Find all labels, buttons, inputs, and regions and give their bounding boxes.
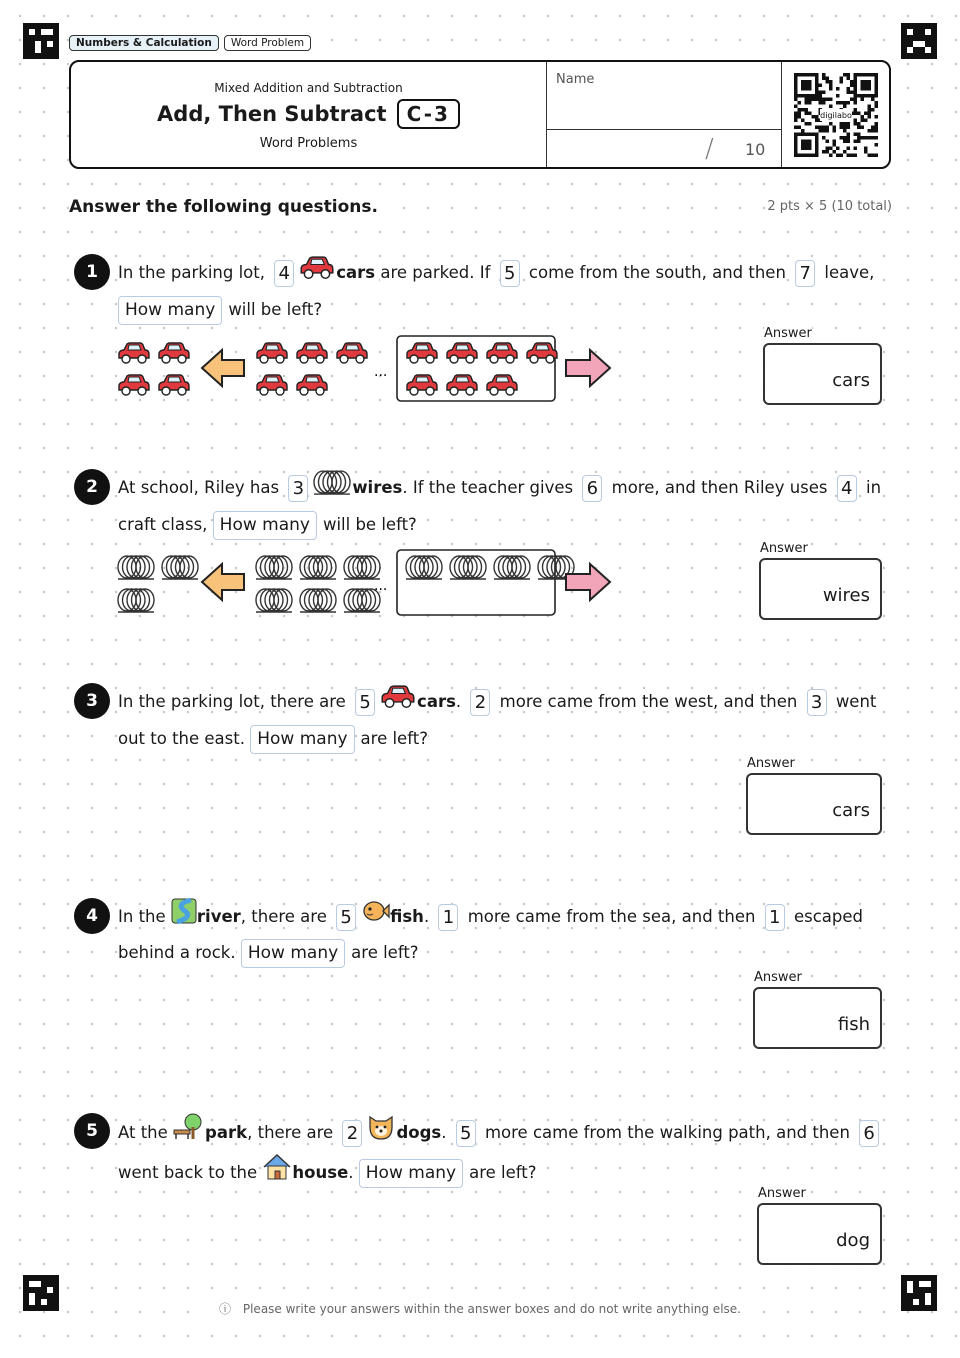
illus-item (119, 375, 149, 395)
illus-item (159, 375, 189, 395)
illus-item (337, 343, 367, 363)
illus-item (119, 343, 149, 363)
illus-item (344, 556, 380, 579)
illus-item (300, 556, 336, 579)
corner-marker-top-right (901, 23, 937, 59)
number-box: 2 (470, 689, 490, 716)
qr-code-icon (794, 73, 878, 157)
q2-illustration (116, 548, 616, 620)
dog-icon (366, 1113, 396, 1153)
illus-item (297, 375, 327, 395)
question-text: In the parking lot, 4 cars are parked. If 5 come from the south, and then 7 leave, How many will be left? (118, 254, 888, 327)
corner-marker-top-left (23, 23, 59, 59)
arrow-right-icon (566, 350, 610, 386)
question-number: 1 (74, 254, 110, 290)
q1-illustration (116, 334, 616, 406)
tag-type: Word Problem (224, 35, 311, 51)
name-field[interactable] (547, 62, 781, 130)
worksheet-caption: Word Problems (259, 136, 358, 151)
info-icon: ⓘ (215, 1302, 235, 1316)
park-icon (173, 1113, 205, 1153)
answer-label: Answer (747, 756, 795, 771)
fish-icon (360, 898, 390, 936)
answer-unit: dog (836, 1230, 870, 1251)
ellipsis: ... (374, 364, 388, 380)
points-info: 2 pts × 5 (10 total) (767, 199, 892, 214)
number-box: 3 (288, 475, 308, 502)
arrow-right-icon (566, 564, 610, 600)
illus-item (256, 556, 292, 579)
illus-item (256, 589, 292, 612)
illus-item (118, 589, 154, 612)
how-many-box: How many (359, 1159, 463, 1188)
tag-category: Numbers & Calculation (69, 35, 219, 51)
number-box: 1 (765, 904, 785, 931)
car-icon (298, 254, 336, 293)
number-box: 7 (795, 260, 815, 287)
score-slash: / (705, 134, 714, 164)
svg-text:digilabo: digilabo (820, 111, 852, 120)
illus-item (162, 556, 198, 579)
how-many-box: How many (250, 725, 354, 754)
illus-item (118, 556, 154, 579)
title-block (71, 62, 546, 167)
house-icon (262, 1153, 292, 1193)
answer-box-5[interactable] (757, 1203, 882, 1265)
number-box: 5 (336, 904, 356, 931)
number-box: 4 (274, 260, 294, 287)
arrow-left-icon (202, 564, 244, 600)
number-box: 4 (837, 475, 857, 502)
number-box: 3 (807, 689, 827, 716)
level-code: C-3 (397, 99, 460, 129)
question-number: 2 (74, 469, 110, 505)
footer-text: Please write your answers within the answer boxes and do not write anything else. (239, 1302, 745, 1316)
answer-box-1[interactable] (763, 343, 882, 405)
illus-item (257, 343, 287, 363)
how-many-box: How many (118, 296, 222, 325)
name-score-block (546, 62, 782, 167)
car-icon (379, 683, 417, 722)
question-text: In the river, there are 5 fish. 1 more came from the sea, and then 1 escaped behind a rock. How many are left? (118, 898, 888, 970)
number-box: 5 (456, 1120, 476, 1147)
instructions: Answer the following questions. (69, 197, 382, 217)
worksheet-subtitle: Mixed Addition and Subtraction (214, 81, 403, 95)
answer-label: Answer (764, 326, 812, 341)
score-field[interactable] (547, 130, 781, 169)
number-box: 1 (438, 904, 458, 931)
worksheet-title: Add, Then Subtract (157, 102, 387, 126)
answer-unit: fish (837, 1014, 870, 1035)
question-number: 5 (74, 1113, 110, 1149)
river-icon (171, 898, 197, 936)
question-number: 4 (74, 898, 110, 934)
answer-box-2[interactable] (759, 558, 882, 620)
number-box: 5 (500, 260, 520, 287)
answer-unit: cars (832, 370, 870, 391)
number-box: 5 (355, 689, 375, 716)
answer-label: Answer (758, 1186, 806, 1201)
how-many-box: How many (241, 939, 345, 968)
illus-item (297, 343, 327, 363)
illus-item (159, 343, 189, 363)
ellipsis: ... (374, 578, 388, 594)
score-total: 10 (745, 140, 766, 159)
answer-label: Answer (754, 970, 802, 985)
answer-unit: cars (832, 800, 870, 821)
wire-icon (312, 469, 352, 508)
question-text: In the parking lot, there are 5 cars. 2 more came from the west, and then 3 went out to the east. How many are left? (118, 683, 888, 756)
name-label: Name (556, 72, 595, 87)
question-text: At the park, there are 2 dogs. 5 more came from the walking path, and then 6 went back to the house. How many are left? (118, 1113, 888, 1193)
illus-item (257, 375, 287, 395)
number-box: 2 (342, 1120, 362, 1147)
number-box: 6 (859, 1120, 879, 1147)
how-many-box: How many (213, 511, 317, 540)
question-text: At school, Riley has 3 wires. If the teacher gives 6 more, and then Riley uses 4 in craft class, How many will be left? (118, 469, 888, 542)
answer-box-4[interactable] (753, 987, 882, 1049)
number-box: 6 (582, 475, 602, 502)
question-number: 3 (74, 683, 110, 719)
footer-note (0, 1300, 960, 1317)
arrow-left-icon (202, 350, 244, 386)
category-tags (69, 35, 311, 51)
illus-item (300, 589, 336, 612)
answer-box-3[interactable] (746, 773, 882, 835)
group-box (397, 550, 555, 615)
answer-label: Answer (760, 541, 808, 556)
answer-unit: wires (822, 585, 870, 606)
worksheet-header (69, 60, 891, 169)
